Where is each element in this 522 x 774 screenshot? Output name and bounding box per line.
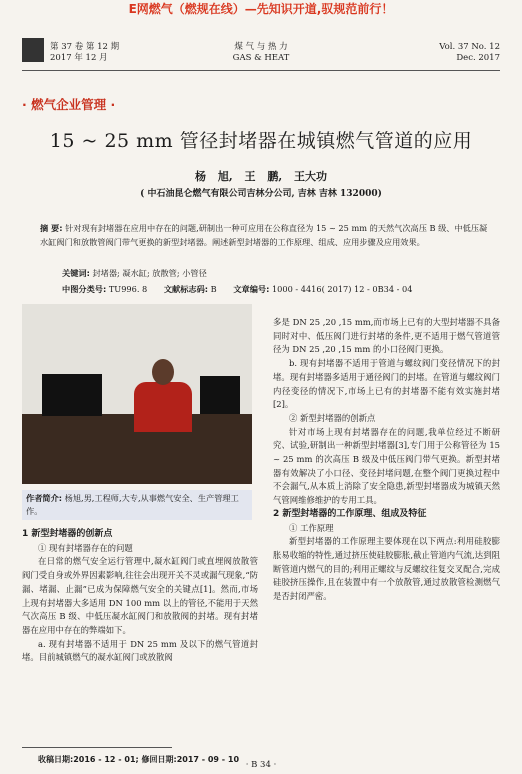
doc-code-label: 文献标志码:	[163, 284, 209, 294]
doc-code-value: B	[210, 284, 217, 294]
paragraph: b. 现有封堵器不适用于管道与螺纹阀门变径情况下的封堵。现有封堵器多适用于通径阀门的封堵。在管道与螺纹阀门内径变径的情况下,市场上已有的封堵器不能有效实施封堵[2]。	[273, 358, 500, 410]
issue-info-en	[400, 42, 500, 64]
journal-logo	[22, 38, 44, 62]
abstract	[40, 222, 488, 249]
article-id-label: 文章编号:	[233, 284, 270, 294]
section-heading-2: 2 新型封堵器的工作原理、组成及特征	[273, 508, 427, 519]
paragraph: a. 现有封堵器不适用于 DN 25 mm 及以下的燃气管道封堵。目前城镇燃气的凝水缸阀门或放散阀	[22, 638, 258, 663]
classification-line	[62, 284, 412, 295]
keywords	[62, 268, 207, 279]
left-column	[22, 528, 258, 665]
journal-name-cn: 煤 气 与 热 力	[234, 42, 288, 52]
journal-name-en: GAS & HEAT	[232, 53, 290, 63]
author-photo	[22, 304, 252, 484]
issue-volume: 第 37 卷 第 12 期	[50, 42, 120, 52]
footnote-rule	[22, 747, 172, 748]
issue-date-en: Dec. 2017	[456, 53, 500, 63]
issue-info	[50, 42, 190, 64]
article-title: 15 ~ 25 mm 管径封堵器在城镇燃气管道的应用	[49, 130, 473, 152]
abstract-label: 摘 要:	[40, 223, 63, 233]
clc-label: 中图分类号:	[62, 284, 107, 294]
top-banner: E网燃气（燃规在线）—先知识开道,驭规范前行！	[128, 2, 394, 16]
journal-name	[200, 42, 322, 64]
subsection-heading: ① 工作原理	[289, 522, 334, 533]
subsection-heading: ② 新型封堵器的创新点	[289, 412, 376, 423]
paragraph: 多是 DN 25 ,20 ,15 mm,而市场上已有的大型封堵器不具备同时对中、低压阀门进行封堵的条件,更不适用于燃气管道管径为 DN 25 ,20 ,15 mm 的小口径阀门更换。	[273, 317, 500, 355]
article-id-value: 1000 - 4416( 2017) 12 - 0B34 - 04	[271, 284, 413, 294]
clc-value: TU996. 8	[108, 284, 148, 294]
paragraph: 新型封堵器的工作原理主要体现在以下两点:利用硅胶膨胀易收缩的特性,通过挤压使硅胶膨胀,截止管道内气流,达到阻断管道内燃气的目的;利用正螺纹与反螺纹往复交叉配合,完成硅胶挤压操作,且在装置中有一个放散管,通过放散管检测燃气是否封闭严密。	[273, 536, 500, 602]
section-tag: · 燃气企业管理 ·	[22, 97, 116, 112]
page-number: · B 34 ·	[245, 760, 277, 770]
author-note-label: 作者简介:	[26, 493, 63, 503]
authors: 杨 旭, 王 鹏, 王大功	[195, 170, 327, 183]
received-dates: 收稿日期:2016 - 12 - 01; 修回日期:2017 - 09 - 10	[38, 755, 240, 764]
right-column	[273, 316, 500, 604]
subsection-heading: ① 现有封堵器存在的问题	[38, 542, 133, 553]
issue-volume-en: Vol. 37 No. 12	[439, 42, 500, 52]
author-note-text: 杨旭,男,工程师,大专,从事燃气安全、生产管理工作。	[26, 493, 239, 516]
affiliation: ( 中石油昆仑燃气有限公司吉林分公司, 吉林 吉林 132000)	[140, 189, 382, 199]
header-rule	[22, 70, 500, 71]
section-heading-1: 1 新型封堵器的创新点	[22, 529, 113, 539]
author-note	[22, 490, 252, 520]
issue-date: 2017 年 12 月	[50, 53, 108, 63]
paragraph: 针对市场上现有封堵器存在的问题,我单位经过不断研究、试验,研制出一种新型封堵器[3],专门用于公称管径为 15 ~ 25 mm 的次高压 B 级及中低压阀门带气更换。新型封堵器有效解决了小口径、变径封堵问题,在整个阀门更换过程中不会漏气,从本质上消除了安全隐患,新型封堵器成为城镇天然气管网维修维护的专用工具。	[273, 426, 500, 506]
keywords-label: 关键词:	[62, 268, 90, 278]
abstract-text: 针对现有封堵器在应用中存在的问题,研制出一种可应用在公称直径为 15 ~ 25 mm 的天然气次高压 B 级、中低压凝水缸阀门和放散管阀门带气更换的新型封堵器。阐述新型封堵器的工作原理、组成、应用步骤及应用效果。	[40, 223, 488, 247]
paragraph: 在日常的燃气安全运行管理中,凝水缸阀门或直埋阀放散管阀门受自身或外界因素影响,往往会出现开关不灵或漏气现象,“防漏、堵漏、止漏”已成为保障燃气安全的关键点[1]。然而,市场上现有封堵器大多适用 DN 100 mm 以上的管径,不能用于天然气次高压 B 级、中低压凝水缸阀门和放散阀的封堵。现有封堵器在应用中存在的弊端如下。	[22, 556, 258, 635]
keywords-text: 封堵器; 凝水缸; 放散管; 小管径	[92, 268, 207, 278]
